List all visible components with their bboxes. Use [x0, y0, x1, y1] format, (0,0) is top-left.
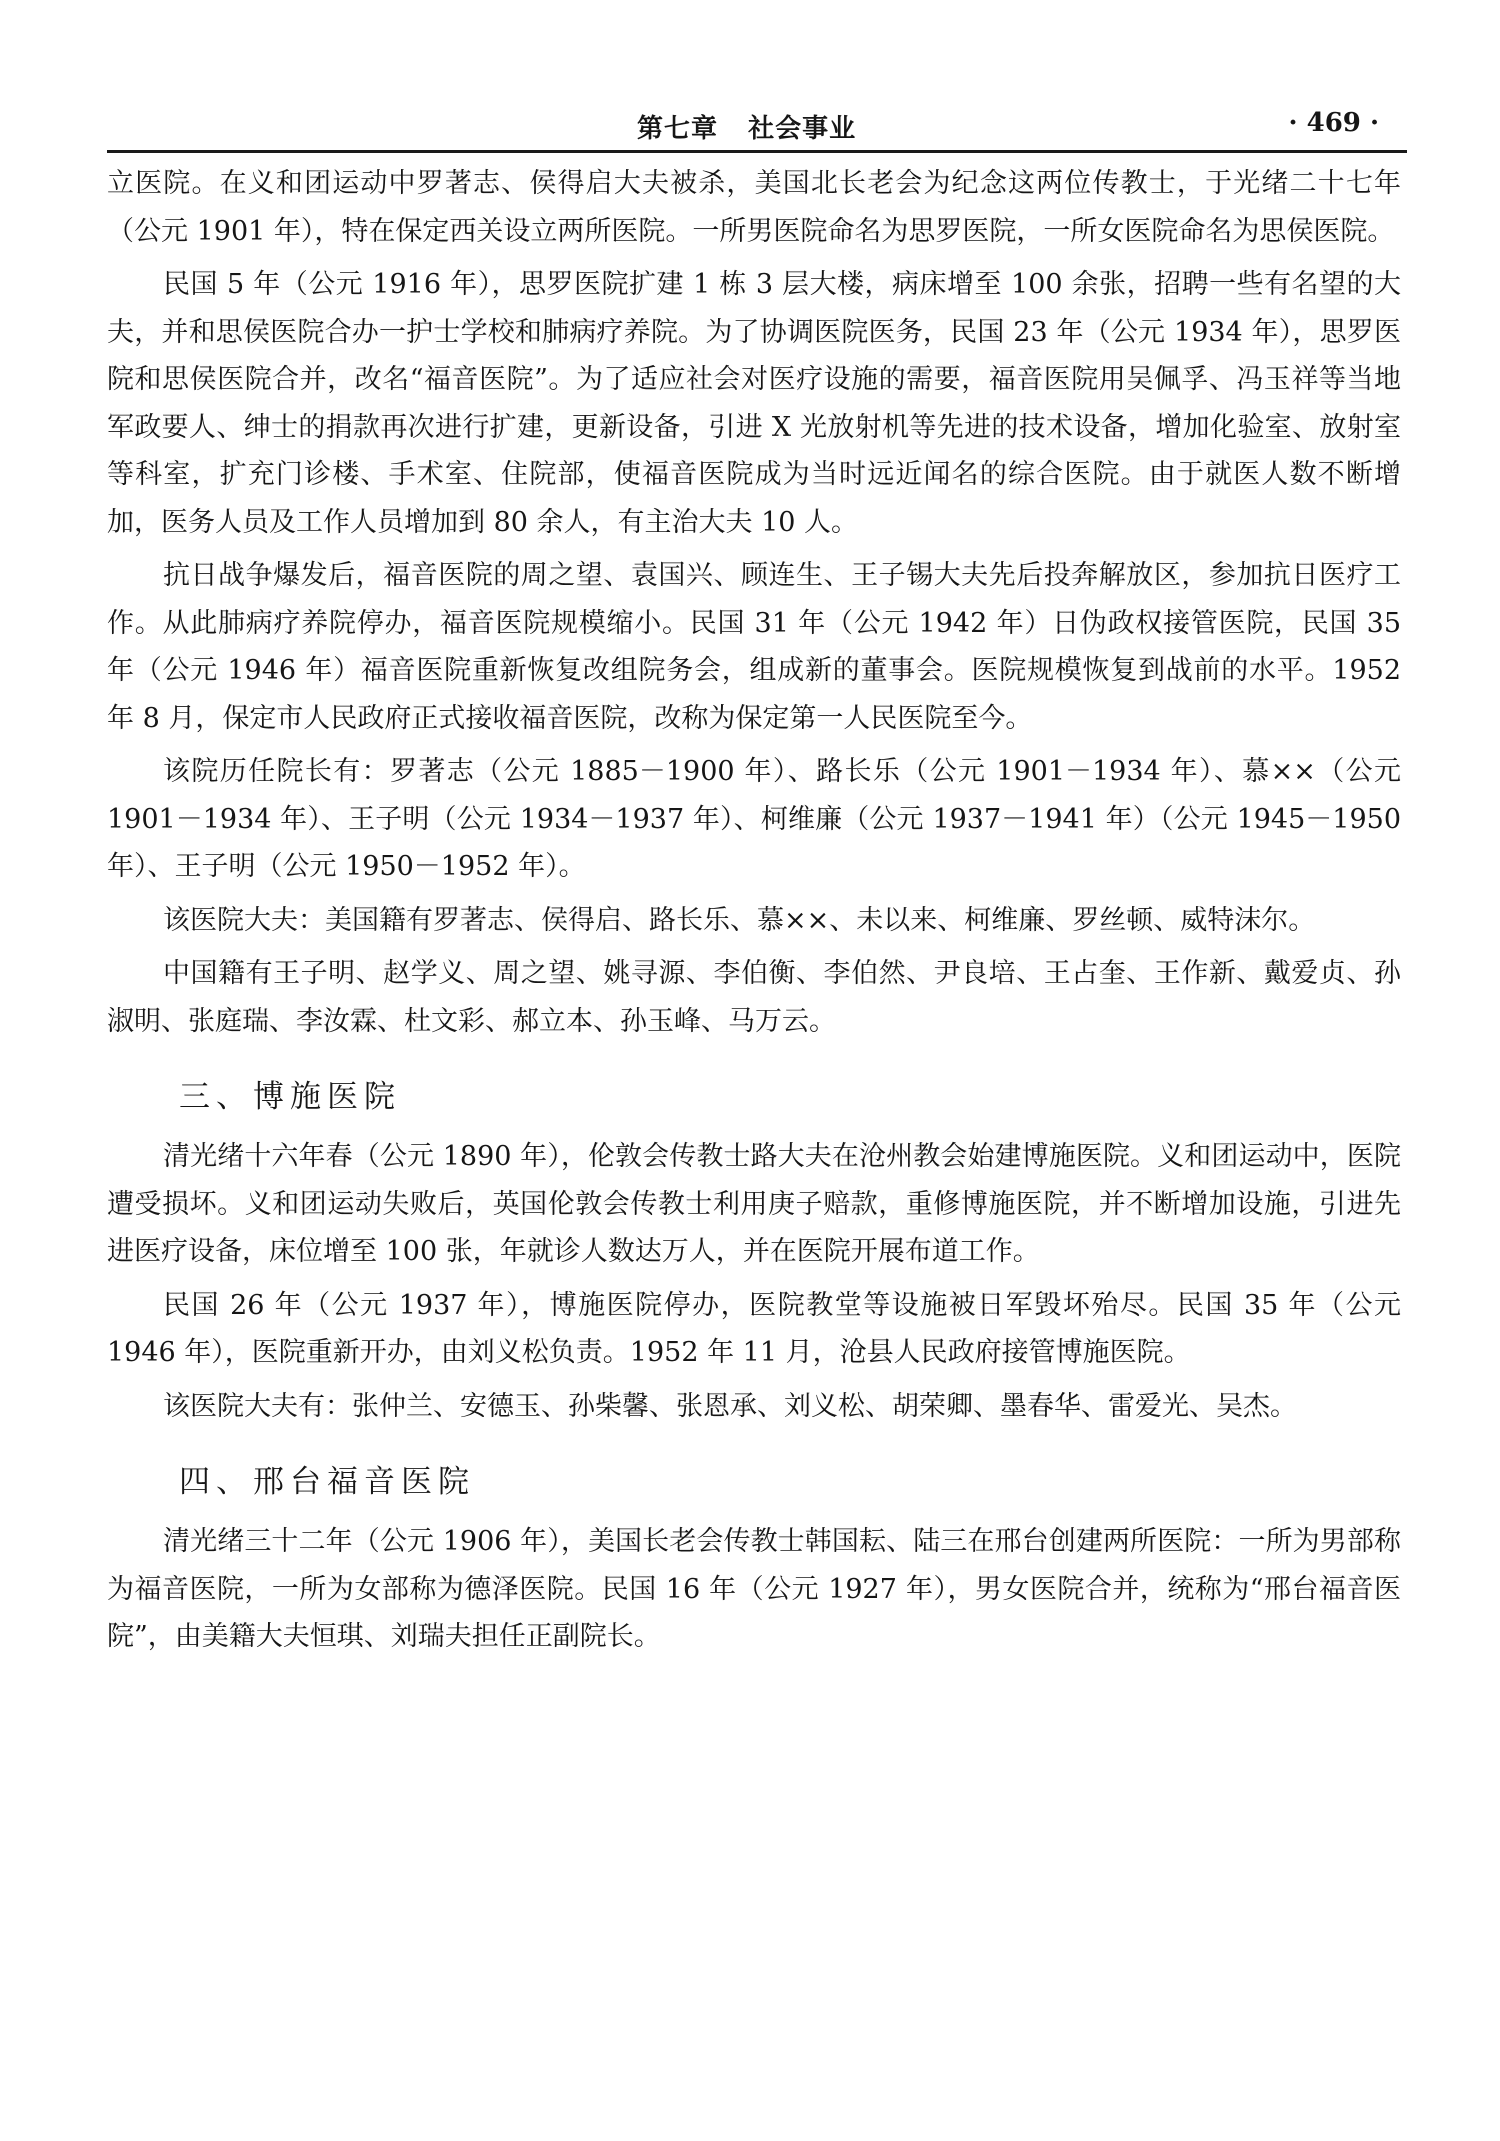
- page-number: · 469 ·: [1288, 108, 1379, 138]
- chapter-title: 第七章 社会事业: [637, 114, 857, 144]
- header-rule: [107, 150, 1407, 153]
- section-heading-xingtai-hospital: 四、邢台福音医院: [179, 1464, 475, 1500]
- paragraph: 该院历任院长有：罗著志（公元 1885－1900 年）、路长乐（公元 1901－1934 年）、慕××（公元 1901－1934 年）、王子明（公元 1934－1937 年）、柯维廉（公元 1937－1941 年）（公元 1945－1950 年）、王子明（公元 1950－1952 年）。: [107, 756, 1401, 882]
- paragraph: 清光绪十六年春（公元 1890 年），伦敦会传教士路大夫在沧州教会始建博施医院。义和团运动中，医院遭受损坏。义和团运动失败后，英国伦敦会传教士利用庚子赔款，重修博施医院，并不断增加设施，引进先进医疗设备，床位增至 100 张，年就诊人数达万人，并在医院开展布道工作。: [107, 1141, 1401, 1267]
- running-header: [107, 100, 1407, 150]
- paragraph: 抗日战争爆发后，福音医院的周之望、袁国兴、顾连生、王子锡大夫先后投奔解放区，参加抗日医疗工作。从此肺病疗养院停办，福音医院规模缩小。民国 31 年（公元 1942 年）日伪政权接管医院，民国 35 年（公元 1946 年）福音医院重新恢复改组院务会，组成新的董事会。医院规模恢复到战前的水平。1952 年 8 月，保定市人民政府正式接收福音医院，改称为保定第一人民医院至今。: [107, 560, 1401, 734]
- paragraph-continuation: 立医院。在义和团运动中罗著志、侯得启大夫被杀，美国北长老会为纪念这两位传教士，于光绪二十七年（公元 1901 年），特在保定西关设立两所医院。一所男医院命名为思罗医院，一所女医院命名为思侯医院。: [107, 168, 1401, 247]
- paragraph: 中国籍有王子明、赵学义、周之望、姚寻源、李伯衡、李伯然、尹良培、王占奎、王作新、戴爱贞、孙淑明、张庭瑞、李汝霖、杜文彩、郝立本、孙玉峰、马万云。: [107, 958, 1401, 1037]
- paragraph: 民国 5 年（公元 1916 年），思罗医院扩建 1 栋 3 层大楼，病床增至 100 余张，招聘一些有名望的大夫，并和思侯医院合办一护士学校和肺病疗养院。为了协调医院医务，民国 23 年（公元 1934 年），思罗医院和思侯医院合并，改名“福音医院”。为了适应社会对医疗设施的需要，福音医院用吴佩孚、冯玉祥等当地军政要人、绅士的捐款再次进行扩建，更新设备，引进 X 光放射机等先进的技术设备，增加化验室、放射室等科室，扩充门诊楼、手术室、住院部，使福音医院成为当时远近闻名的综合医院。由于就医人数不断增加，医务人员及工作人员增加到 80 余人，有主治大夫 10 人。: [107, 269, 1401, 538]
- section-heading-boshi-hospital: 三、博施医院: [179, 1079, 401, 1115]
- paragraph: 清光绪三十二年（公元 1906 年），美国长老会传教士韩国耘、陆三在邢台创建两所医院：一所为男部称为福音医院，一所为女部称为德泽医院。民国 16 年（公元 1927 年），男女医院合并，统称为“邢台福音医院”，由美籍大夫恒琪、刘瑞夫担任正副院长。: [107, 1526, 1401, 1652]
- paragraph: 该医院大夫有：张仲兰、安德玉、孙柴馨、张恩承、刘义松、胡荣卿、墨春华、雷爱光、吴杰。: [163, 1390, 1297, 1422]
- page-body: [107, 160, 1401, 1667]
- paragraph: 民国 26 年（公元 1937 年），博施医院停办，医院教堂等设施被日军毁坏殆尽。民国 35 年（公元 1946 年），医院重新开办，由刘义松负责。1952 年 11 月，沧县人民政府接管博施医院。: [107, 1289, 1401, 1368]
- paragraph: 该医院大夫：美国籍有罗著志、侯得启、路长乐、慕××、未以来、柯维廉、罗丝顿、威特沫尔。: [163, 904, 1316, 936]
